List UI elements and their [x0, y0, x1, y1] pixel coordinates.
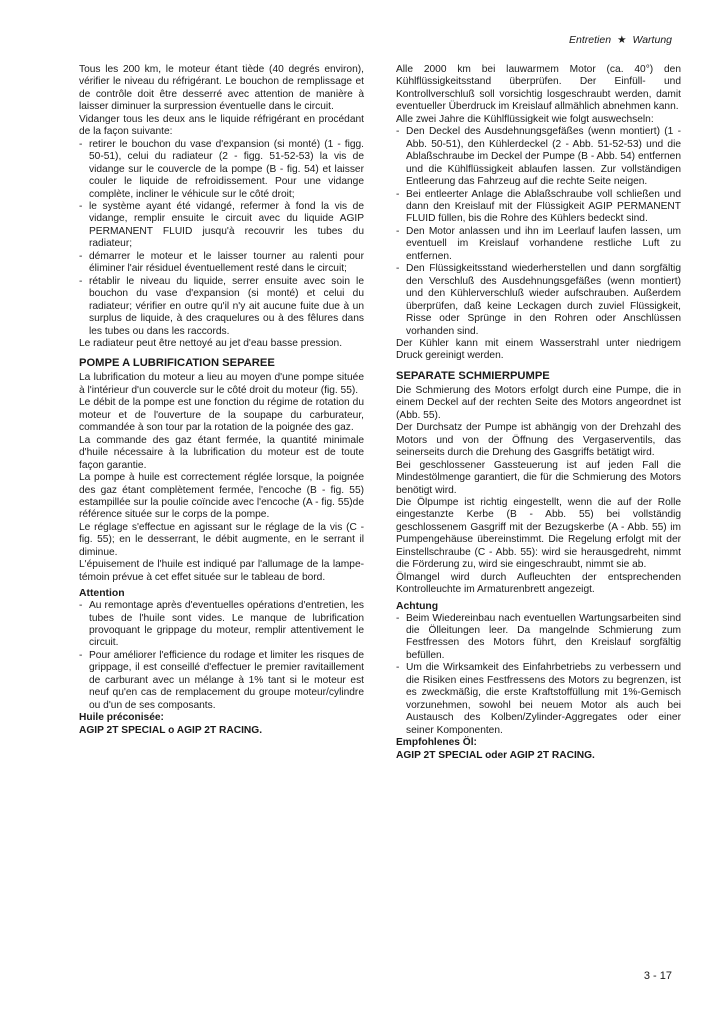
section-heading: SEPARATE SCHMIERPUMPE [396, 369, 550, 382]
paragraph: Der Durchsatz der Pumpe ist abhängig von der Drehzahl des Motors und von der Öffnung des Vergaserventils, das seinerseits durch die Drehung des Gasgriffs betätigt wird. [396, 422, 681, 459]
header-section-de: Wartung [632, 34, 672, 46]
paragraph: Die Schmierung des Motors erfolgt durch eine Pumpe, die in einem Deckel auf der rechten Seite des Motors angeordnet ist (Abb. 55). [396, 384, 681, 421]
section-heading: POMPE A LUBRIFICATION SEPAREE [79, 357, 275, 370]
paragraph: Ölmangel wird durch Aufleuchten der entsprechenden Kontrolleuchte im Armaturenbrett angezeigt. [396, 571, 681, 596]
oil-value: AGIP 2T SPECIAL oder AGIP 2T RACING. [396, 749, 595, 761]
list-item: - Den Deckel des Ausdehnungsgefäßes (wenn montiert) (1 - Abb. 50-51), den Kühlerdeckel (2 - Abb. 51-52-53) und die Ablaßschraube im Deckel der Pumpe (B - Abb. 54) entfernen und die Kühlflüssigkeit ablaufen lassen. Zur vollständigen Entleerung das Fahrzeug auf die rechte Seite neigen. [396, 126, 681, 188]
french-column [79, 64, 364, 737]
paragraph: Tous les 200 km, le moteur étant tiède (40 degrés environ), vérifier le niveau du réfrigérant. Le bouchon de remplissage et de contrôle doit être desserré avec attention de manière à laisser diminuer la surpression éventuelle dans le circuit. [79, 64, 364, 113]
running-header [569, 34, 672, 46]
paragraph: Le débit de la pompe est une fonction du régime de rotation du moteur et de l'ouverture de la soupape du carburateur, commandée à son tour par la rotation de la poignée des gaz. [79, 397, 364, 434]
attention-heading: Achtung [396, 600, 439, 612]
paragraph: Alle 2000 km bei lauwarmem Motor (ca. 40°) den Kühlflüssigkeitsstand überprüfen. Der Einfüll- und Kontrollverschluß soll vorsichtig losgeschraubt werden, damit eventueller Überdruck im Kreislauf allmählich abnehmen kann. [396, 64, 681, 113]
oil-label: Huile préconisée: [79, 712, 164, 724]
paragraph: Vidanger tous les deux ans le liquide réfrigérant en procédant de la façon suivante: [79, 113, 364, 138]
paragraph: Le radiateur peut être nettoyé au jet d'eau basse pression. [79, 337, 343, 349]
drain-steps-list [79, 139, 364, 338]
page-number: 3 - 17 [643, 970, 672, 982]
paragraph: La lubrification du moteur a lieu au moyen d'une pompe située à l'intérieur d'un couvercle sur le côté droit du moteur (fig. 55). [79, 372, 364, 396]
list-item: - Den Motor anlassen und ihn im Leerlauf laufen lassen, um eventuell im Kreislauf vorhandene restliche Luft zu entfernen. [396, 226, 681, 263]
attention-list [396, 613, 681, 738]
paragraph: L'épuisement de l'huile est indiqué par l'allumage de la lampe-témoin prévue à cet effet située sur le tableau de bord. [79, 559, 364, 583]
paragraph: La pompe à huile est correctement réglée lorsque, la poignée des gaz étant complètement fermée, l'encoche (B - fig. 55) estampillée sur la poulie coïncide avec l'encoche (A - fig. 55)de référence située sur le corps de la pompe. [79, 472, 364, 521]
list-item: - le système ayant été vidangé, refermer à fond la vis de vidange, remplir ensuite le circuit avec du liquide AGIP PERMANENT FLUID jusqu'à recouvrir les tubes du radiateur; [79, 201, 364, 251]
paragraph: Alle zwei Jahre die Kühlflüssigkeit wie folgt auswechseln: [396, 113, 654, 125]
paragraph: La commande des gaz étant fermée, la quantité minimale d'huile nécessaire à la lubrification du moteur est de toute façon garantie. [79, 434, 364, 471]
list-item: - démarrer le moteur et le laisser tourner au ralenti pour éliminer l'air résiduel éventuellement resté dans le circuit; [79, 251, 364, 276]
paragraph: Der Kühler kann mit einem Wasserstrahl unter niedrigem Druck gereinigt werden. [396, 337, 681, 362]
attention-list [79, 600, 364, 712]
attention-heading: Attention [79, 588, 125, 600]
german-column [396, 64, 681, 762]
header-section-fr: Entretien [569, 34, 612, 46]
list-item: - Den Flüssigkeitsstand wiederherstellen und dann sorgfältig den Verschluß des Ausdehnungsgefäßes (wenn montiert) und den Kühlerverschluß wieder aufschrauben. Außerdem überprüfen, daß keine Leckagen durch zuviel Flüssigkeit, Risse oder Sprünge in den Rohren oder Anschlüssen vorhanden sind. [396, 263, 681, 338]
paragraph: Bei geschlossener Gassteuerung ist auf jeden Fall die Mindestölmenge garantiert, die für die Schmierung des Motors benötigt wird. [396, 459, 681, 496]
list-item: - retirer le bouchon du vase d'expansion (si monté) (1 - figg. 50-51), celui du radiateur (2 - figg. 51-52-53) la vis de vidange sur le couvercle de la pompe (B - fig. 54) et laisser couler le liquide de refroidissement. Pour une vidange complète, incliner le véhicule sur le côté droit; [79, 139, 364, 201]
paragraph: Le réglage s'effectue en agissant sur le réglage de la vis (C - fig. 55); en le desserrant, le débit augmente, en le serrant il diminue. [79, 521, 364, 558]
list-item: - Pour améliorer l'efficience du rodage et limiter les risques de grippage, il est conseillé d'effectuer le premier ravitaillement de carburant avec un mélange à 1% tant si le moteur est neuf qu'en cas de remplacement du groupe moteur/cylindre ou d'un de ses composants. [79, 650, 364, 712]
list-item: - Au remontage après d'eventuelles opérations d'entretien, les tubes de l'huile sont vides. Le manque de lubrification provoquant le grippage du moteur, remplir attentivement le circuit. [79, 600, 364, 650]
oil-value: AGIP 2T SPECIAL o AGIP 2T RACING. [79, 724, 263, 736]
list-item: - rétablir le niveau du liquide, serrer ensuite avec soin le bouchon du vase d'expansion (si monté) et celui du radiateur; vérifier en outre qu'il n'y ait aucune fuite due à un surplus de liquide, à des craquelures ou à des fêlures dans les tubes ou dans les raccords. [79, 276, 364, 338]
drain-steps-list [396, 126, 681, 338]
list-item: - Bei entleerter Anlage die Ablaßschraube voll schließen und dann den Kreislauf mit der Flüssigkeit AGIP PERMANENT FLUID füllen, bis die Rohre des Kühlers bedeckt sind. [396, 189, 681, 226]
list-item: - Beim Wiedereinbau nach eventuellen Wartungsarbeiten sind die Ölleitungen leer. Da mangelnde Schmierung zum Festfressen des Motors führt, den Kreislauf sorgfältig befüllen. [396, 613, 681, 663]
oil-label: Empfohlenes Öl: [396, 737, 477, 749]
star-separator-icon: ★ [617, 34, 627, 46]
list-item: - Um die Wirksamkeit des Einfahrbetriebs zu verbessern und die Risiken eines Festfressens des Motors zu begrenzen, ist es zweckmäßig, die erste Kraftstoffüllung mit 1%-Gemisch vorzunehmen, sowohl bei neuem Motor als auch bei Austausch des Kolben/Zylinder-Aggregates oder einer seiner Komponenten. [396, 662, 681, 737]
paragraph: Die Ölpumpe ist richtig eingestellt, wenn die auf der Rolle eingestanzte Kerbe (B - Abb. 55) bei vollständig geschlossenem Gasgriff mit der Bezugskerbe (A - Abb. 55) im Pumpengehäuse übereinstimmt. Die Regelung erfolgt mit der Einstellschraube (C - Abb. 55): wird sie herausgedreht, nimmt die Förderung zu, wird sie eingeschraubt, nimmt sie ab. [396, 496, 681, 571]
